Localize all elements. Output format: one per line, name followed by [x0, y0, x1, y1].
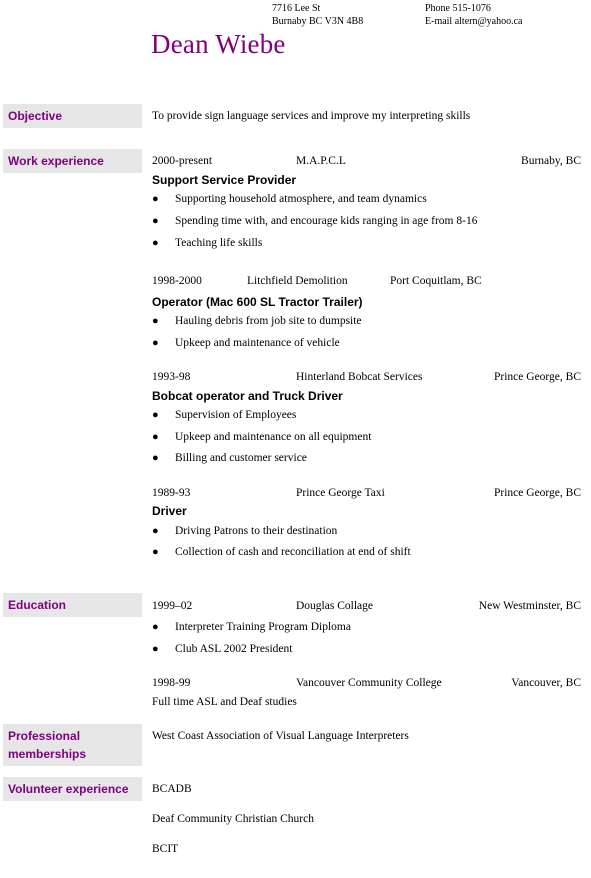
- bullet-icon: ●: [152, 237, 159, 249]
- bullet-icon: ●: [152, 215, 159, 227]
- job-dates: 2000-present: [152, 155, 213, 167]
- email: E-mail altern@yahoo.ca: [425, 16, 523, 27]
- memberships-label-line1: Professional: [8, 729, 81, 743]
- section-label-work: Work experience: [3, 149, 142, 173]
- job-title: Bobcat operator and Truck Driver: [152, 389, 343, 403]
- section-label-volunteer: Volunteer experience: [3, 777, 142, 801]
- bullet-icon: ●: [152, 315, 159, 327]
- job-title: Support Service Provider: [152, 173, 297, 187]
- volunteer-item: BCIT: [152, 843, 179, 855]
- job-bullet: Upkeep and maintenance of vehicle: [175, 337, 340, 349]
- section-label-memberships: [3, 724, 142, 766]
- edu-dates: 1999–02: [152, 600, 193, 612]
- edu-school: Douglas Collage: [296, 600, 373, 612]
- edu-bullet: Club ASL 2002 President: [175, 643, 293, 655]
- address-line-2: Burnaby BC V3N 4B8: [272, 16, 364, 27]
- bullet-icon: ●: [152, 193, 159, 205]
- job-title: Driver: [152, 504, 187, 518]
- edu-note: Full time ASL and Deaf studies: [152, 696, 297, 708]
- job-bullet: Upkeep and maintenance on all equipment: [175, 431, 372, 443]
- job-company: Hinterland Bobcat Services: [296, 371, 423, 383]
- job-title: Operator (Mac 600 SL Tractor Trailer): [152, 295, 363, 309]
- volunteer-item: BCADB: [152, 783, 192, 795]
- bullet-icon: ●: [152, 337, 159, 349]
- membership-text: West Coast Association of Visual Language Interpreters: [152, 730, 409, 742]
- bullet-icon: ●: [152, 643, 159, 655]
- edu-dates: 1998-99: [152, 677, 191, 689]
- objective-text: To provide sign language services and improve my interpreting skills: [152, 110, 471, 122]
- job-bullet: Driving Patrons to their destination: [175, 525, 338, 537]
- job-dates: 1998-2000: [152, 275, 202, 287]
- job-bullet: Supervision of Employees: [175, 409, 297, 421]
- job-bullet: Spending time with, and encourage kids ranging in age from 8-16: [175, 215, 478, 227]
- memberships-label-line2: memberships: [8, 747, 87, 761]
- bullet-icon: ●: [152, 452, 159, 464]
- job-bullet: Supporting household atmosphere, and team dynamics: [175, 193, 427, 205]
- job-location: Prince George, BC: [494, 487, 581, 499]
- edu-school: Vancouver Community College: [296, 677, 442, 689]
- edu-location: Vancouver, BC: [511, 677, 581, 689]
- bullet-icon: ●: [152, 621, 159, 633]
- job-bullet: Billing and customer service: [175, 452, 307, 464]
- job-location: Burnaby, BC: [521, 155, 581, 167]
- section-label-objective: Objective: [3, 104, 142, 128]
- section-label-education: Education: [3, 593, 142, 617]
- job-location: Prince George, BC: [494, 371, 581, 383]
- job-bullet: Hauling debris from job site to dumpsite: [175, 315, 362, 327]
- phone: Phone 515-1076: [425, 3, 491, 14]
- edu-bullet: Interpreter Training Program Diploma: [175, 621, 351, 633]
- bullet-icon: ●: [152, 409, 159, 421]
- job-bullet: Teaching life skills: [175, 237, 263, 249]
- job-company: Litchfield Demolition: [247, 275, 348, 287]
- job-bullet: Collection of cash and reconciliation at end of shift: [175, 546, 411, 558]
- job-company: Prince George Taxi: [296, 487, 385, 499]
- job-dates: 1989-93: [152, 487, 191, 499]
- bullet-icon: ●: [152, 546, 159, 558]
- bullet-icon: ●: [152, 525, 159, 537]
- bullet-icon: ●: [152, 431, 159, 443]
- edu-location: New Westminster, BC: [478, 600, 581, 612]
- candidate-name: Dean Wiebe: [151, 29, 286, 59]
- job-company: M.A.P.C.L: [296, 155, 346, 167]
- job-location: Port Coquitlam, BC: [390, 275, 482, 287]
- volunteer-item: Deaf Community Christian Church: [152, 813, 314, 825]
- address-line-1: 7716 Lee St: [272, 3, 321, 14]
- job-dates: 1993-98: [152, 371, 191, 383]
